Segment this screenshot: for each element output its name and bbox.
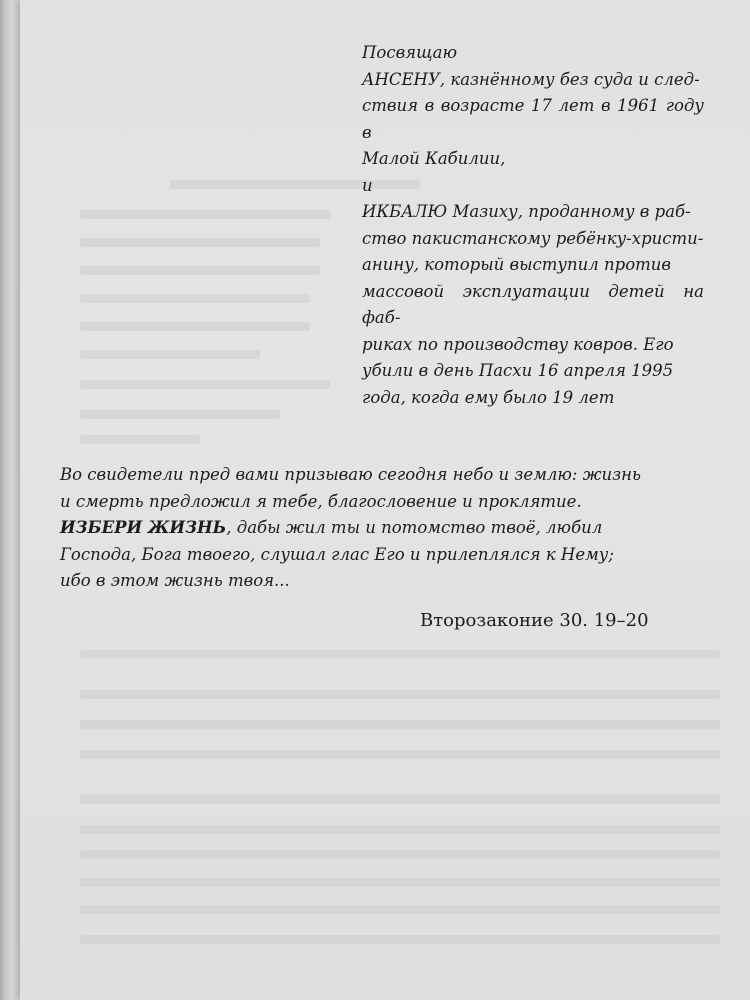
dedication-intro: Посвящаю — [362, 43, 457, 62]
epigraph-line: Господа, Бога твоего, слушал глас Его и прилеплялся к Нему; — [60, 544, 614, 564]
dedication-line: ство пакистанскому ребёнку-христи- — [362, 228, 704, 248]
dedication-line: риках по производству ковров. Его — [362, 334, 674, 354]
dedication-line: убили в день Пасхи 16 апреля 1995 — [362, 361, 674, 380]
epigraph-source: Второзаконие 30. 19–20 — [420, 610, 649, 631]
dedication — [342, 40, 704, 411]
epigraph-line: и смерть предложил я тебе, благословение и проклятие. — [60, 491, 582, 511]
book-page — [20, 0, 750, 1000]
epigraph-line-rest: , дабы жил ты и потомство твоё, любил — [226, 518, 603, 537]
epigraph-line — [60, 515, 676, 542]
dedication-first-person — [362, 67, 704, 173]
epigraph-line: Во свидетели пред вами призываю сегодня небо и землю: жизнь — [60, 465, 641, 484]
epigraph-quote — [60, 462, 676, 595]
dedication-line: года, когда ему было 19 лет — [362, 387, 615, 407]
dedication-conjunction: и — [362, 175, 373, 195]
dedication-line: ствия в возрасте 17 лет в 1961 году в — [362, 96, 704, 142]
dedication-line: массовой эксплуатации детей на фаб- — [362, 281, 704, 327]
dedication-line: ИКБАЛЮ Мазиху, проданному в раб- — [362, 202, 691, 221]
dedication-line: анину, который выступил против — [362, 255, 672, 274]
epigraph-emphasis: ИЗБЕРИ ЖИЗНЬ — [60, 518, 227, 537]
dedication-line: АНСЕНУ, казнённому без суда и след- — [362, 69, 700, 89]
dedication-second-person — [362, 199, 704, 411]
dedication-line: Малой Кабилии, — [362, 149, 506, 168]
epigraph-line: ибо в этом жизнь твоя... — [60, 571, 290, 590]
